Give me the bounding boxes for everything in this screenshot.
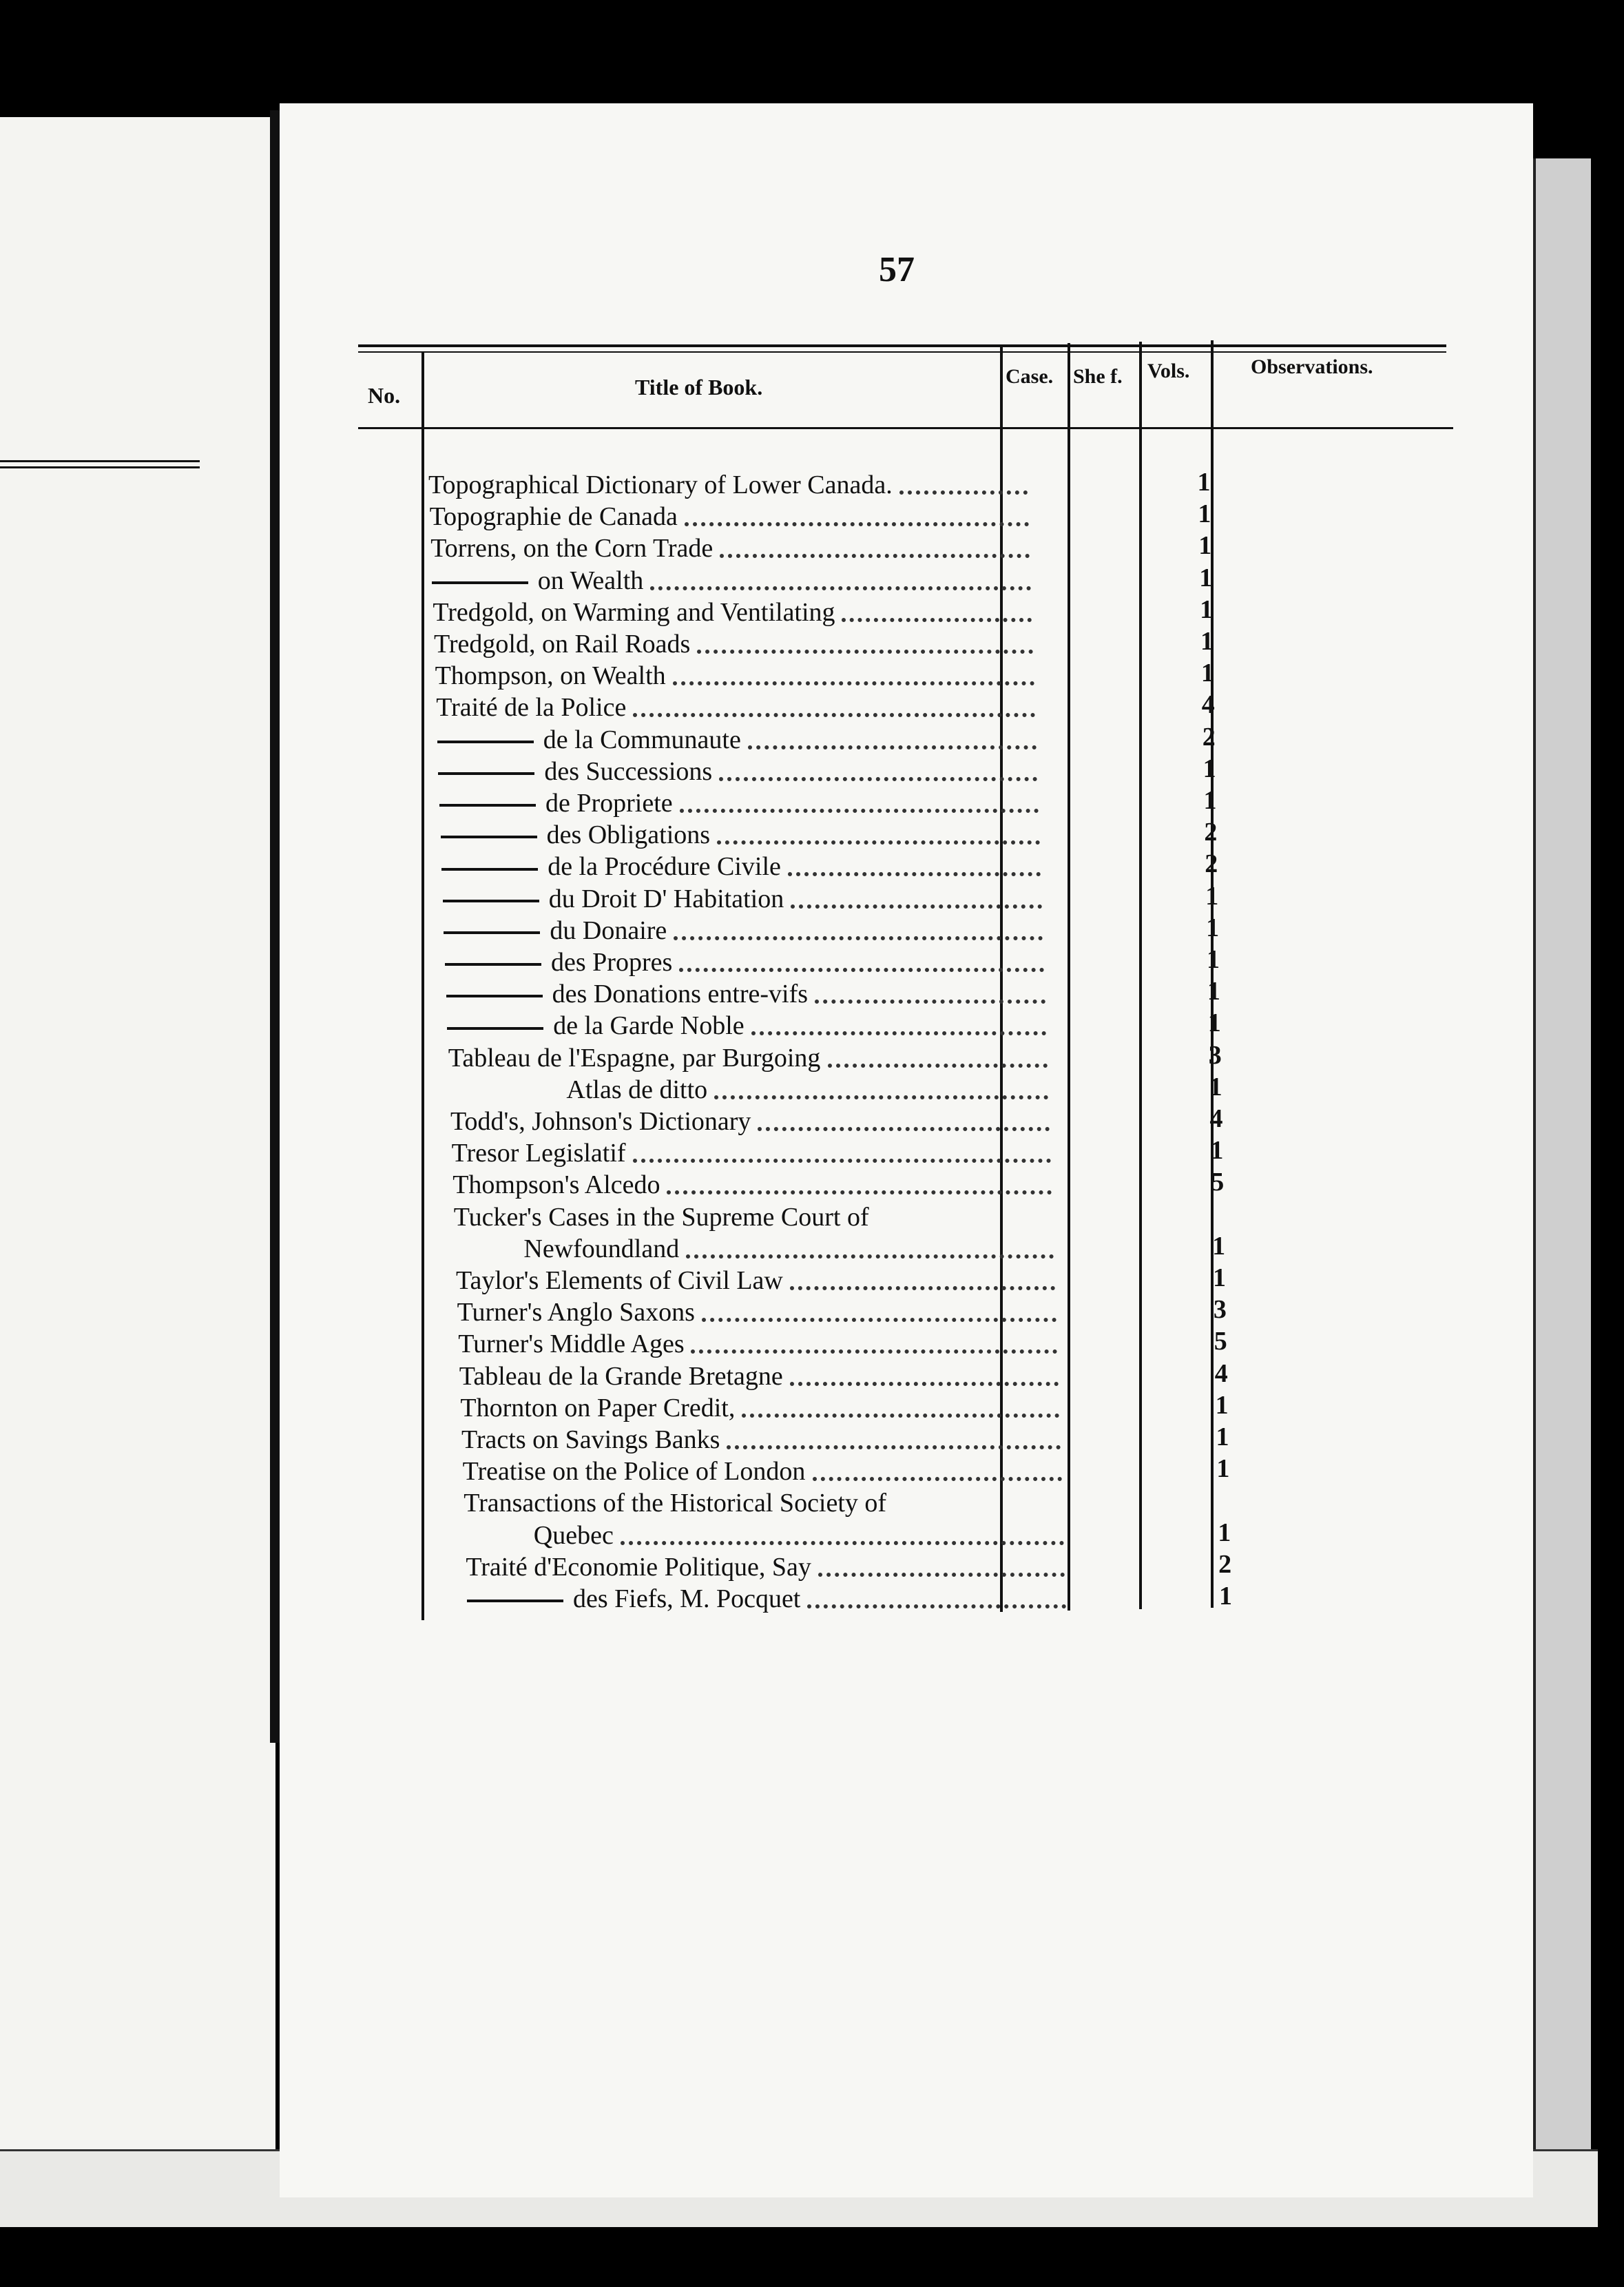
book-title-text: de la Procédure Civile (548, 852, 781, 882)
book-title (430, 532, 713, 565)
vols-count: 4 (1209, 1104, 1223, 1133)
leader-dots (702, 1318, 1056, 1322)
book-title (434, 628, 690, 661)
leader-dots (790, 1382, 1059, 1386)
book-entry (441, 850, 1041, 883)
leader-dots (691, 1349, 1057, 1354)
book-entry (466, 1551, 1065, 1584)
book-title (436, 691, 626, 724)
book-entry (458, 1327, 1057, 1360)
book-title-text: Traité d'Economie Politique, Say (466, 1552, 811, 1582)
ditto-dash (441, 836, 537, 838)
col-line-shelf (1139, 342, 1142, 1609)
book-title-text: Tresor Legislatif (451, 1139, 626, 1168)
vols-count: 1 (1207, 1008, 1221, 1038)
ditto-dash (444, 931, 540, 934)
book-entry (435, 659, 1034, 692)
leader-dots (818, 1573, 1065, 1577)
vols-count: 2 (1202, 722, 1216, 752)
vols-count: 1 (1219, 1582, 1232, 1611)
leader-dots (727, 1445, 1061, 1449)
leader-dots (685, 522, 1029, 526)
leader-dots (720, 554, 1030, 558)
leader-dots (673, 681, 1034, 685)
leader-dots (813, 1477, 1062, 1481)
book-title-text: Tredgold, on Rail Roads (434, 630, 691, 659)
book-title-text: Thornton on Paper Credit, (460, 1393, 736, 1422)
book-entry (450, 1105, 1050, 1138)
book-title-text: Turner's Anglo Saxons (457, 1298, 695, 1327)
leader-dots (742, 1414, 1059, 1418)
book-title-text: des Obligations (546, 820, 711, 850)
header-shelf: She f. (1073, 365, 1123, 388)
book-title-text: Taylor's Elements of Civil Law (456, 1266, 783, 1295)
vols-count: 4 (1214, 1358, 1228, 1388)
vols-count: 1 (1200, 627, 1214, 656)
book-title-text: des Fiefs, M. Pocquet (573, 1584, 801, 1613)
header-title: Title of Book. (635, 375, 763, 400)
book-title (452, 1168, 660, 1201)
header-observations: Observations. (1251, 355, 1373, 378)
book-title (441, 850, 781, 883)
vols-count: 1 (1210, 1136, 1224, 1166)
book-title-text: Todd's, Johnson's Dictionary (450, 1107, 751, 1136)
ditto-dash (447, 1027, 543, 1030)
book-title-text: Thompson, on Wealth (435, 661, 666, 691)
vols-count: 1 (1198, 531, 1212, 561)
book-entry (459, 1360, 1059, 1393)
book-title (437, 723, 741, 756)
book-entry (436, 691, 1035, 724)
book-entry (439, 787, 1039, 820)
leader-dots (633, 713, 1035, 717)
ditto-dash (446, 995, 543, 997)
vols-count: 1 (1197, 468, 1211, 497)
book-title (450, 1105, 751, 1138)
leader-dots (842, 618, 1032, 622)
leader-dots (790, 1286, 1055, 1290)
book-title-text: du Droit D' Habitation (548, 884, 784, 913)
leader-dots (667, 1190, 1052, 1194)
vols-count: 1 (1216, 1454, 1230, 1484)
book-title-text: Quebec (533, 1520, 614, 1550)
vols-count: 3 (1208, 1040, 1222, 1070)
book-title-text: des Propres (551, 948, 673, 977)
book-title (448, 1042, 821, 1075)
book-title-text: Tableau de l'Espagne, par Burgoing (448, 1043, 821, 1073)
vols-count: 1 (1212, 1231, 1226, 1261)
book-title-text: Tredgold, on Warming and Ventilating (433, 597, 835, 627)
book-entry (449, 1073, 1048, 1106)
book-entry (463, 1455, 1062, 1488)
book-title (523, 1232, 679, 1265)
leader-dots (748, 745, 1037, 749)
header-vols: Vols. (1147, 360, 1190, 382)
book-title (435, 659, 666, 692)
vols-count: 1 (1207, 977, 1220, 1006)
leader-dots (719, 777, 1037, 781)
book-title-text: Tracts on Savings Banks (461, 1425, 720, 1454)
book-entry (456, 1264, 1055, 1297)
leader-dots (697, 650, 1033, 654)
vols-count: 4 (1201, 690, 1215, 720)
leader-dots (674, 936, 1043, 940)
book-entry (465, 1519, 1064, 1552)
book-title (456, 1264, 783, 1297)
ditto-dash (432, 581, 528, 584)
book-title (457, 1296, 695, 1329)
vols-count: 1 (1198, 499, 1211, 529)
book-title-text: de la Garde Noble (553, 1011, 745, 1041)
leader-dots (680, 809, 1039, 813)
book-entry (444, 914, 1043, 947)
book-entry (452, 1137, 1051, 1170)
book-entry (467, 1582, 1066, 1615)
book-title (445, 946, 672, 979)
book-entry (437, 723, 1037, 756)
leader-dots (717, 840, 1040, 845)
leader-dots (751, 1031, 1046, 1035)
book-entry (448, 1042, 1048, 1075)
vols-count: 2 (1205, 849, 1218, 879)
leader-dots (686, 1254, 1054, 1259)
header-bottom-rule (358, 427, 1453, 429)
book-entry (438, 755, 1037, 788)
book-entry (464, 1487, 1063, 1520)
vols-count: 2 (1204, 818, 1218, 847)
leader-dots (899, 490, 1028, 495)
book-title (466, 1551, 811, 1584)
header-top-rule-2 (358, 351, 1446, 353)
book-title (446, 977, 808, 1011)
book-title-text: Torrens, on the Corn Trade (430, 534, 714, 563)
header-no: No. (368, 383, 401, 408)
book-title (439, 787, 673, 820)
book-entry (432, 564, 1031, 597)
book-title-text: Turner's Middle Ages (458, 1329, 685, 1359)
book-title-text: Transactions of the Historical Society of (464, 1489, 887, 1518)
ditto-dash (445, 963, 541, 966)
book-entry (433, 596, 1032, 629)
book-title-text: Newfoundland (523, 1234, 680, 1263)
ditto-dash (467, 1600, 563, 1602)
book-entry (430, 532, 1030, 565)
ditto-dash (443, 900, 539, 902)
vols-count: 1 (1207, 945, 1220, 974)
book-title (433, 596, 835, 629)
book-entry (460, 1391, 1059, 1425)
book-title-text: de la Communaute (543, 725, 741, 754)
book-spine (270, 110, 280, 1743)
leader-dots (633, 1159, 1051, 1163)
book-title (461, 1423, 720, 1456)
facing-page-rule (0, 460, 200, 468)
vols-count: 1 (1200, 659, 1214, 688)
book-title (444, 914, 667, 947)
vols-count: 5 (1214, 1327, 1227, 1356)
book-title-text: on Wealth (537, 566, 644, 595)
book-entry (430, 500, 1029, 533)
col-line-no (421, 353, 424, 1620)
ditto-dash (438, 772, 534, 775)
book-title (458, 1327, 684, 1360)
book-entry (428, 468, 1028, 501)
book-entry (446, 977, 1045, 1011)
book-entry (454, 1201, 1053, 1234)
book-title-text: des Donations entre-vifs (552, 980, 809, 1009)
book-title (432, 564, 643, 597)
book-title-text: Topographical Dictionary of Lower Canada. (428, 470, 893, 499)
book-title-text: Atlas de ditto (566, 1075, 708, 1104)
book-title (460, 1391, 735, 1425)
col-line-case (1068, 343, 1070, 1611)
book-entry (461, 1423, 1061, 1456)
vols-count: 1 (1203, 754, 1216, 783)
book-title-text: Traité de la Police (436, 693, 627, 723)
book-title (447, 1009, 745, 1042)
book-title (443, 882, 784, 915)
leader-dots (807, 1604, 1066, 1608)
vols-count: 1 (1203, 786, 1217, 815)
vols-count: 1 (1206, 913, 1220, 942)
book-title-text: de Propriete (545, 789, 673, 818)
book-entry (443, 882, 1042, 915)
vols-count: 1 (1205, 881, 1219, 911)
facing-page (0, 117, 275, 2184)
leader-dots (714, 1095, 1048, 1099)
book-title-text: Tableau de la Grande Bretagne (459, 1361, 783, 1391)
ditto-dash (441, 868, 538, 871)
vols-count: 2 (1218, 1549, 1232, 1579)
book-title-text: Tucker's Cases in the Supreme Court of (453, 1202, 869, 1232)
leader-dots (679, 968, 1044, 972)
book-title (454, 1201, 869, 1234)
vols-count: 1 (1216, 1422, 1229, 1451)
book-entry (457, 1296, 1056, 1329)
book-entry (441, 818, 1040, 851)
book-title (463, 1455, 806, 1488)
vols-count: 1 (1218, 1518, 1231, 1547)
vols-count: 5 (1211, 1168, 1225, 1197)
header-case: Case. (1006, 365, 1054, 388)
vols-count: 1 (1213, 1263, 1226, 1292)
ditto-dash (439, 804, 536, 807)
leader-dots (650, 586, 1031, 590)
book-title (566, 1073, 707, 1106)
ditto-dash (437, 741, 534, 743)
book-title (464, 1487, 886, 1520)
vols-count: 1 (1200, 594, 1214, 624)
vols-count: 1 (1199, 563, 1213, 592)
book-entry (445, 946, 1044, 979)
leader-dots (791, 904, 1042, 909)
book-entry (452, 1168, 1052, 1201)
leader-dots (788, 872, 1041, 876)
vols-count: 1 (1209, 1072, 1222, 1101)
page-edge (1533, 158, 1591, 2156)
book-title (430, 500, 678, 533)
leader-dots (815, 1000, 1045, 1004)
book-title (467, 1582, 800, 1615)
header-top-rule (358, 344, 1446, 347)
leader-dots (828, 1064, 1048, 1068)
book-title-text: Treatise on the Police of London (462, 1457, 806, 1487)
book-title (438, 755, 712, 788)
book-entry (455, 1232, 1054, 1265)
page-number: 57 (879, 250, 915, 289)
book-title-text: Topographie de Canada (429, 502, 678, 532)
book-title (428, 468, 893, 501)
book-entry (447, 1009, 1046, 1042)
book-title (534, 1519, 614, 1552)
vols-count: 3 (1213, 1295, 1227, 1325)
book-title-text: des Successions (544, 756, 713, 786)
book-title (459, 1360, 783, 1393)
book-title (441, 818, 710, 851)
book-title-text: Thompson's Alcedo (452, 1170, 660, 1200)
book-entry (434, 628, 1033, 661)
leader-dots (621, 1541, 1064, 1545)
book-title-text: du Donaire (550, 915, 667, 945)
leader-dots (758, 1127, 1050, 1131)
vols-count: 1 (1215, 1390, 1229, 1420)
book-title (452, 1137, 626, 1170)
